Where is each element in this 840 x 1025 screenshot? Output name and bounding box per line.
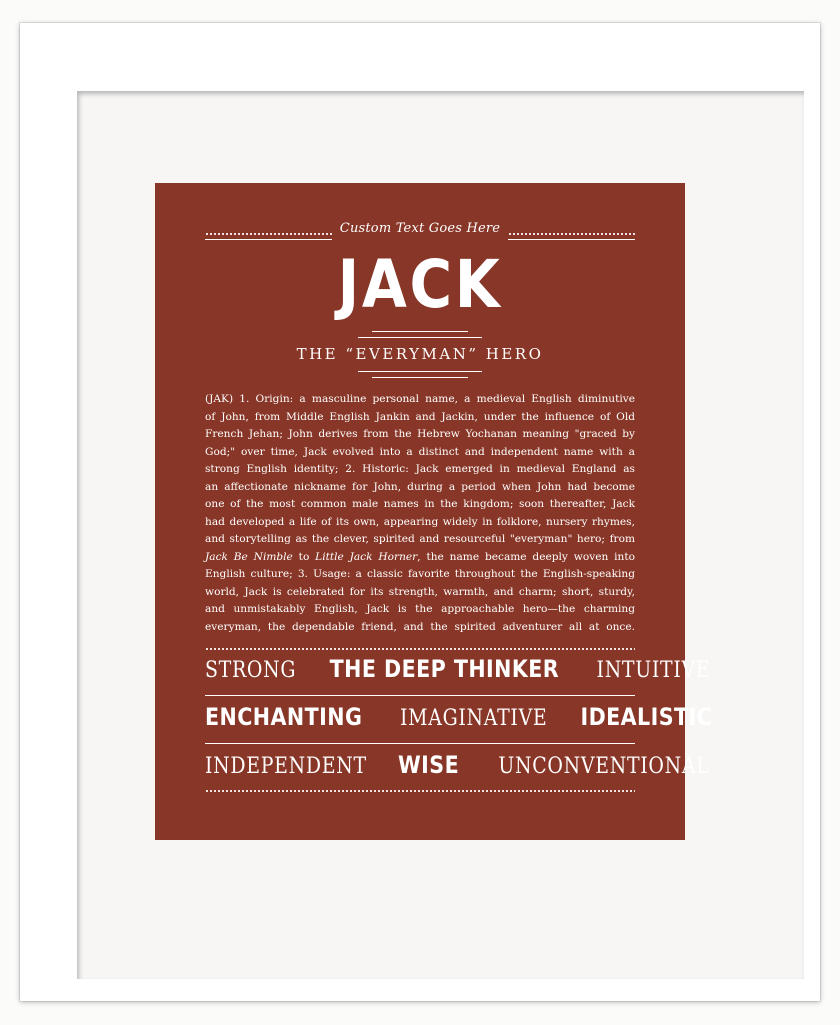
- tagline: THE “EVERYMAN” HERO: [296, 345, 544, 363]
- definition-line: and unmistakably English, Jack is the approachable hero—the charming: [205, 603, 635, 615]
- divider-line: [205, 695, 635, 696]
- trait: STRONG: [205, 658, 297, 683]
- dotted-divider: [205, 648, 635, 650]
- divider-line: [205, 743, 635, 744]
- definition-text: , the name became deeply woven into: [417, 550, 635, 563]
- custom-text: Custom Text Goes Here: [339, 221, 501, 236]
- definition-text: to: [292, 550, 316, 563]
- definition-line: French Jehan; John derives from the Hebrew Yochanan meaning "graced by: [205, 428, 635, 440]
- trait-bold: IDEALISTIC: [580, 703, 713, 731]
- trait: INTUITIVE: [596, 658, 711, 683]
- definition-line: world, Jack is celebrated for its strength, warmth, and charm; short, sturdy,: [205, 585, 635, 598]
- name-print: [155, 183, 713, 840]
- definition-line: strong English identity; 2. Historic: Jack emerged in medieval England as: [205, 463, 635, 475]
- trait: IMAGINATIVE: [399, 706, 548, 731]
- traits-row-1: [205, 655, 711, 689]
- traits-row-3: [205, 751, 710, 785]
- dotted-divider: [205, 790, 635, 792]
- rhyme-title: Little Jack Horner: [315, 550, 418, 563]
- divider: [372, 331, 468, 332]
- definition-line: God;" over time, Jack evolved into a distinct and independent name with a: [205, 445, 635, 458]
- dotted-ornament-left: [205, 233, 332, 243]
- trait: UNCONVENTIONAL: [498, 754, 710, 779]
- dotted-ornament-right: [508, 233, 635, 243]
- definition-line: English culture; 3. Usage: a classic favorite throughout the English-speaking: [205, 568, 635, 580]
- definition-line: of John, from Middle English Jankin and Jackin, under the influence of Old: [205, 410, 635, 423]
- name-title: JACK: [337, 246, 503, 323]
- trait-bold: WISE: [398, 751, 460, 779]
- rhyme-title: Jack Be Nimble: [205, 550, 293, 563]
- definition-line: had developed a life of its own, appearing widely in folklore, nursery rhymes,: [205, 515, 635, 528]
- definition-line: an affectionate nickname for John, during a period when John had become: [205, 480, 635, 493]
- divider: [372, 377, 468, 378]
- divider: [358, 337, 482, 338]
- trait-bold: ENCHANTING: [205, 703, 363, 731]
- divider: [358, 371, 482, 372]
- trait: INDEPENDENT: [205, 754, 367, 779]
- definition-line: [205, 549, 635, 567]
- name-definition: [205, 391, 635, 636]
- traits-row-2: [205, 703, 713, 737]
- trait-bold: THE DEEP THINKER: [329, 655, 560, 683]
- definition-line: one of the most common male names in the kingdom; soon thereafter, Jack: [205, 498, 635, 510]
- definition-line: and storytelling as the clever, spirited and resourceful "everyman" hero; from: [205, 533, 635, 545]
- definition-line: everyman, the dependable friend, and the spirited adventurer all at once.: [205, 620, 635, 633]
- definition-line: (JAK) 1. Origin: a masculine personal name, a medieval English diminutive: [205, 393, 635, 405]
